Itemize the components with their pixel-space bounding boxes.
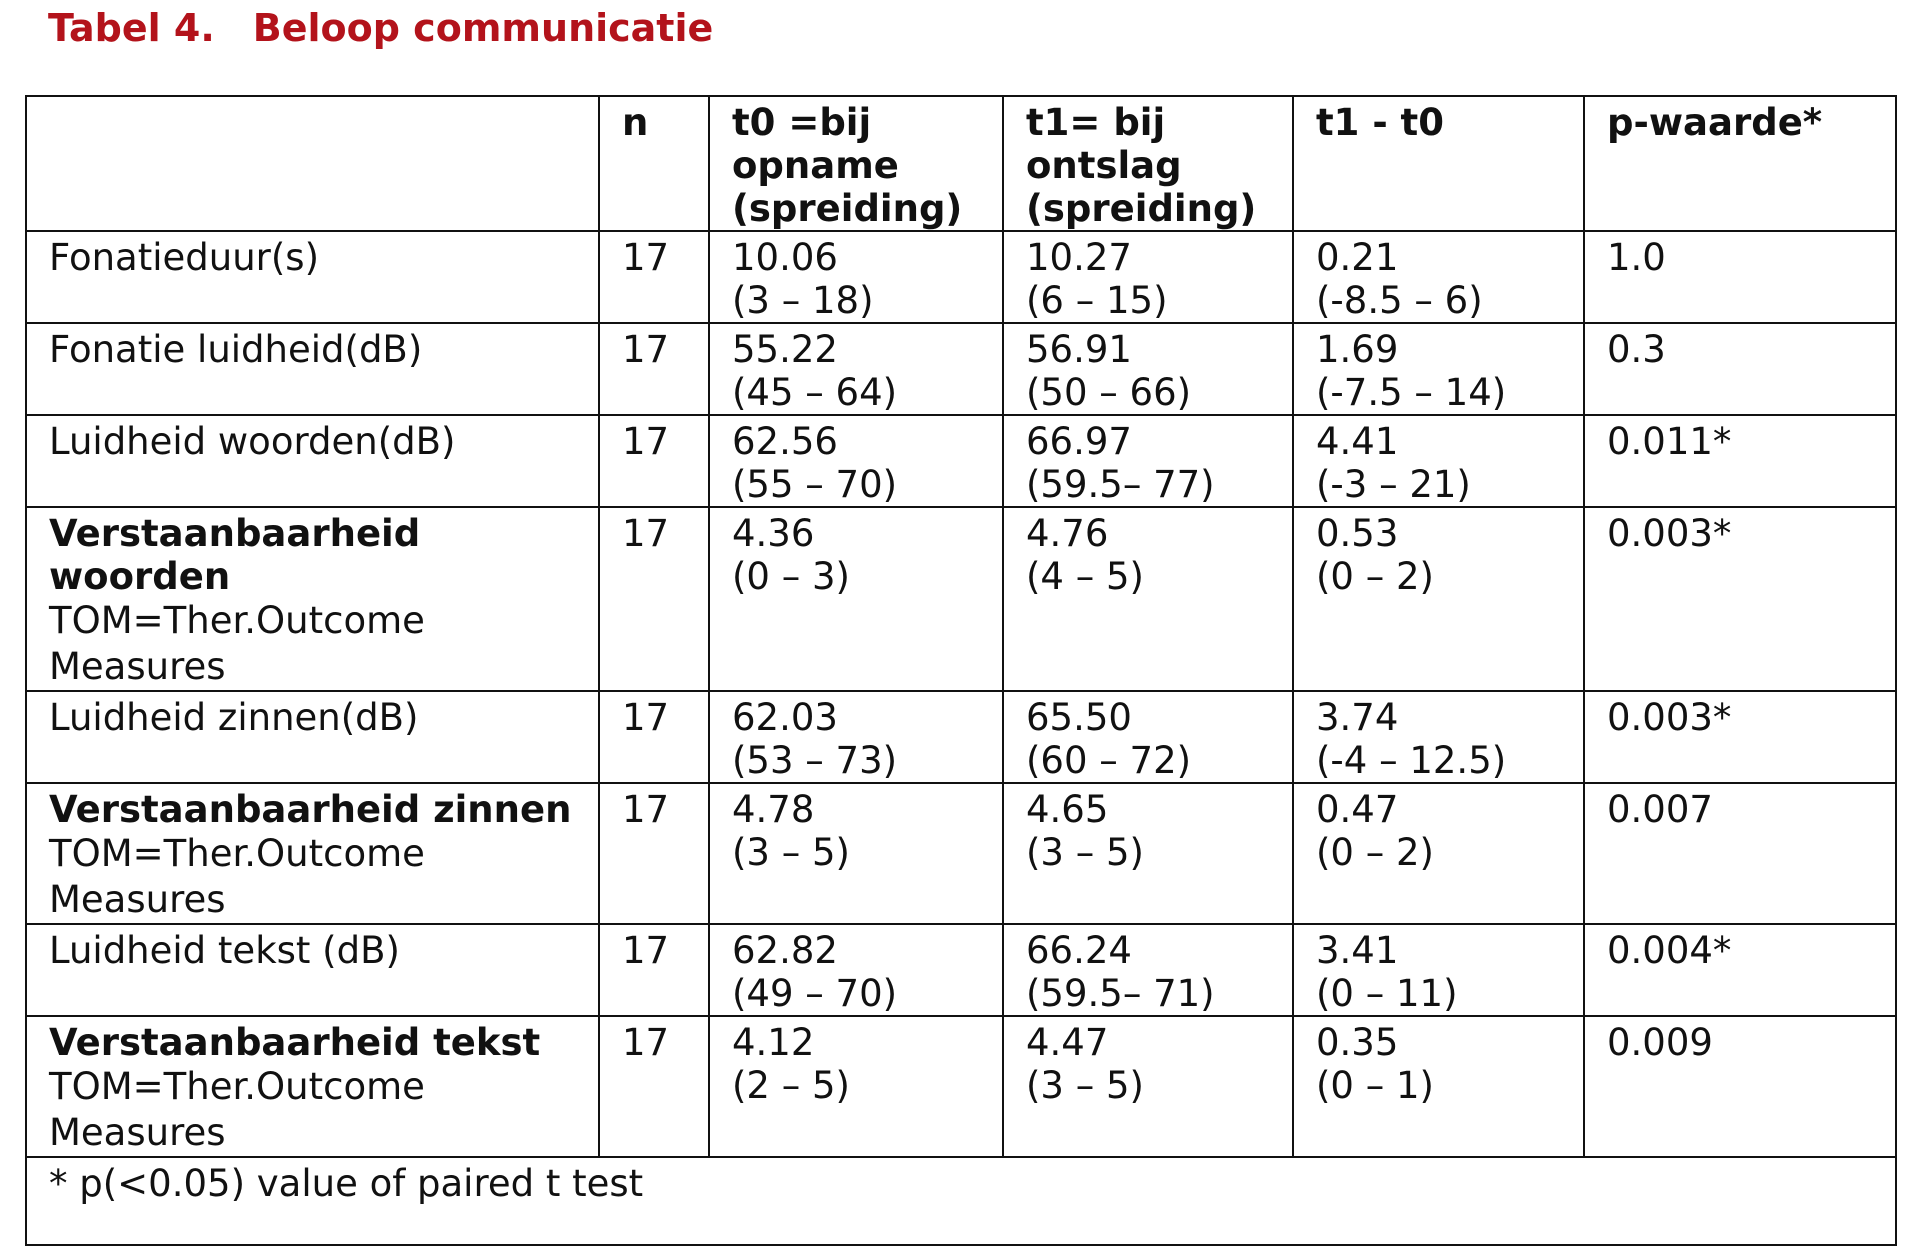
cell-t0-range: (55 – 70) <box>732 463 898 506</box>
cell-diff-mean: 0.53 <box>1316 512 1399 555</box>
cell-t1 <box>1003 691 1293 783</box>
cell-p-value: 0.009 <box>1584 1016 1896 1157</box>
row-sublabel: TOM=Ther.Outcome <box>49 599 425 642</box>
cell-p-value: 1.0 <box>1584 231 1896 323</box>
row-label: Luidheid zinnen(dB) <box>26 691 599 783</box>
cell-t1 <box>1003 1016 1293 1157</box>
cell-t0-range: (3 – 18) <box>732 279 874 322</box>
cell-diff-range: (0 – 1) <box>1316 1064 1434 1107</box>
row-sublabel: Measures <box>49 1111 226 1154</box>
cell-diff-mean: 3.41 <box>1316 929 1399 972</box>
cell-t0-range: (49 – 70) <box>732 972 898 1015</box>
cell-diff <box>1293 783 1584 924</box>
header-t1 <box>1003 96 1293 231</box>
header-n: n <box>599 96 709 231</box>
row-label-cell <box>26 507 599 691</box>
cell-diff <box>1293 507 1584 691</box>
cell-t0 <box>709 231 1003 323</box>
cell-t1-range: (60 – 72) <box>1026 739 1192 782</box>
row-sublabel: TOM=Ther.Outcome <box>49 1065 425 1108</box>
header-t0 <box>709 96 1003 231</box>
cell-diff-mean: 0.21 <box>1316 236 1399 279</box>
cell-t0 <box>709 415 1003 507</box>
cell-diff-mean: 1.69 <box>1316 328 1399 371</box>
header-label-cell <box>26 96 599 231</box>
cell-t0 <box>709 507 1003 691</box>
cell-p-value: 0.003* <box>1584 691 1896 783</box>
table-footnote: * p(<0.05) value of paired t test <box>26 1157 1896 1245</box>
cell-diff <box>1293 691 1584 783</box>
cell-diff <box>1293 323 1584 415</box>
cell-t1-mean: 4.65 <box>1026 788 1109 831</box>
row-label: Verstaanbaarheid zinnen <box>49 788 572 831</box>
row-label: Luidheid woorden(dB) <box>26 415 599 507</box>
cell-p-value: 0.007 <box>1584 783 1896 924</box>
cell-t0-range: (0 – 3) <box>732 555 850 598</box>
table-row <box>26 231 1896 323</box>
cell-t1-mean: 4.47 <box>1026 1021 1109 1064</box>
cell-t1-range: (50 – 66) <box>1026 371 1192 414</box>
row-sublabel: TOM=Ther.Outcome <box>49 832 425 875</box>
cell-t0-mean: 10.06 <box>732 236 838 279</box>
cell-t1-mean: 56.91 <box>1026 328 1132 371</box>
table-row <box>26 783 1896 924</box>
cell-n: 17 <box>599 415 709 507</box>
row-label: Fonatieduur(s) <box>26 231 599 323</box>
row-label-cell <box>26 783 599 924</box>
cell-diff-mean: 3.74 <box>1316 696 1399 739</box>
cell-t0-mean: 62.03 <box>732 696 838 739</box>
cell-diff-range: (0 – 2) <box>1316 831 1434 874</box>
table-caption <box>48 6 713 50</box>
header-t1-line: ontslag <box>1026 144 1182 187</box>
cell-t0-mean: 62.56 <box>732 420 838 463</box>
cell-n: 17 <box>599 507 709 691</box>
row-label: Verstaanbaarheid woorden <box>49 512 421 598</box>
cell-diff-mean: 4.41 <box>1316 420 1399 463</box>
header-t0-line: opname <box>732 144 899 187</box>
cell-t0 <box>709 1016 1003 1157</box>
row-label: Fonatie luidheid(dB) <box>26 323 599 415</box>
row-sublabel: Measures <box>49 645 226 688</box>
cell-t1-range: (6 – 15) <box>1026 279 1168 322</box>
header-row <box>26 96 1896 231</box>
row-label-cell <box>26 1016 599 1157</box>
cell-diff <box>1293 924 1584 1016</box>
header-t0-line: t0 =bij <box>732 101 872 144</box>
cell-t1 <box>1003 924 1293 1016</box>
cell-n: 17 <box>599 783 709 924</box>
cell-t1-range: (3 – 5) <box>1026 1064 1144 1107</box>
cell-t1-range: (59.5– 77) <box>1026 463 1215 506</box>
cell-n: 17 <box>599 691 709 783</box>
cell-diff-range: (-4 – 12.5) <box>1316 739 1507 782</box>
cell-t1-mean: 66.24 <box>1026 929 1132 972</box>
cell-t1-mean: 4.76 <box>1026 512 1109 555</box>
cell-t0-range: (45 – 64) <box>732 371 898 414</box>
row-label: Luidheid tekst (dB) <box>26 924 599 1016</box>
cell-n: 17 <box>599 924 709 1016</box>
cell-diff-range: (-8.5 – 6) <box>1316 279 1483 322</box>
footnote-row <box>26 1157 1896 1245</box>
cell-t0-mean: 55.22 <box>732 328 838 371</box>
header-t0-line: (spreiding) <box>732 187 963 230</box>
cell-t1-mean: 10.27 <box>1026 236 1132 279</box>
cell-t1-range: (59.5– 71) <box>1026 972 1215 1015</box>
table-title: Beloop communicatie <box>252 6 714 50</box>
cell-t1-range: (3 – 5) <box>1026 831 1144 874</box>
cell-t0-mean: 4.36 <box>732 512 815 555</box>
header-t1-line: (spreiding) <box>1026 187 1257 230</box>
cell-p-value: 0.3 <box>1584 323 1896 415</box>
table-number: Tabel 4. <box>48 6 215 50</box>
cell-t1-mean: 66.97 <box>1026 420 1132 463</box>
table-row <box>26 1016 1896 1157</box>
table-row <box>26 323 1896 415</box>
cell-t1 <box>1003 783 1293 924</box>
cell-t0-range: (2 – 5) <box>732 1064 850 1107</box>
cell-t1 <box>1003 507 1293 691</box>
results-table <box>25 95 1897 1246</box>
row-sublabel: Measures <box>49 878 226 921</box>
cell-t1-range: (4 – 5) <box>1026 555 1144 598</box>
cell-t0 <box>709 783 1003 924</box>
table-row <box>26 415 1896 507</box>
cell-diff-range: (-7.5 – 14) <box>1316 371 1507 414</box>
cell-p-value: 0.004* <box>1584 924 1896 1016</box>
cell-n: 17 <box>599 323 709 415</box>
cell-t1 <box>1003 415 1293 507</box>
cell-t0 <box>709 924 1003 1016</box>
table-row <box>26 691 1896 783</box>
cell-t0-range: (53 – 73) <box>732 739 898 782</box>
cell-t0 <box>709 691 1003 783</box>
row-label: Verstaanbaarheid tekst <box>49 1021 541 1064</box>
cell-t0-mean: 62.82 <box>732 929 838 972</box>
table-row <box>26 924 1896 1016</box>
cell-t0 <box>709 323 1003 415</box>
cell-diff <box>1293 415 1584 507</box>
cell-n: 17 <box>599 231 709 323</box>
cell-p-value: 0.003* <box>1584 507 1896 691</box>
header-t1-line: t1= bij <box>1026 101 1166 144</box>
table-row <box>26 507 1896 691</box>
cell-t0-range: (3 – 5) <box>732 831 850 874</box>
cell-diff <box>1293 231 1584 323</box>
cell-p-value: 0.011* <box>1584 415 1896 507</box>
header-diff: t1 - t0 <box>1293 96 1584 231</box>
cell-t0-mean: 4.12 <box>732 1021 815 1064</box>
cell-diff-range: (0 – 2) <box>1316 555 1434 598</box>
cell-diff-mean: 0.35 <box>1316 1021 1399 1064</box>
cell-diff-mean: 0.47 <box>1316 788 1399 831</box>
cell-diff-range: (-3 – 21) <box>1316 463 1471 506</box>
cell-t1 <box>1003 231 1293 323</box>
cell-diff <box>1293 1016 1584 1157</box>
cell-t1 <box>1003 323 1293 415</box>
cell-n: 17 <box>599 1016 709 1157</box>
cell-t0-mean: 4.78 <box>732 788 815 831</box>
cell-t1-mean: 65.50 <box>1026 696 1132 739</box>
header-p-value: p-waarde* <box>1584 96 1896 231</box>
cell-diff-range: (0 – 11) <box>1316 972 1458 1015</box>
